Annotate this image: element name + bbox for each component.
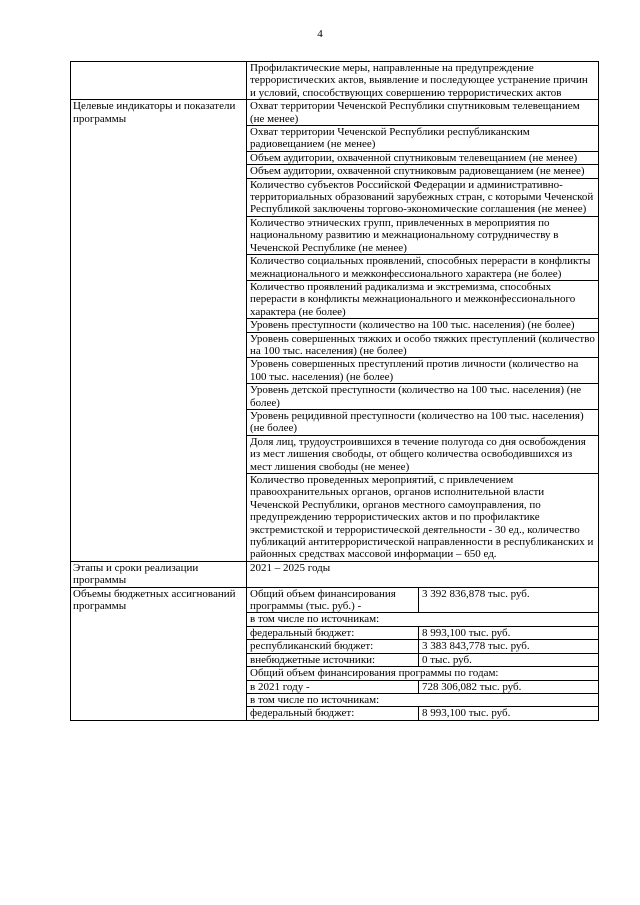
financing-row (247, 680, 598, 693)
financing-amount: 0 тыс. руб. (419, 653, 599, 666)
financing-row (247, 693, 598, 706)
budget-label: Объемы бюджетных ассигнований программы (71, 587, 247, 720)
financing-row (247, 588, 598, 613)
indicator-item: Доля лиц, трудоустроившихся в течение полугода со дня освобождения из мест лишения свободы, от общего количества освободившихся из мест лишения свободы (не менее) (247, 436, 598, 474)
financing-row (247, 640, 598, 653)
budget-content (247, 587, 599, 720)
financing-amount: 3 383 843,778 тыс. руб. (419, 640, 599, 653)
table-row (71, 100, 599, 562)
financing-heading: Общий объем финансирования программы по годам: (247, 667, 598, 680)
financing-heading: в том числе по источникам: (247, 613, 598, 626)
row-label: Этапы и сроки реализации программы (71, 561, 247, 587)
financing-heading: в том числе по источникам: (247, 693, 598, 706)
row-content (247, 100, 599, 562)
table-row (71, 62, 599, 100)
indicator-item: Количество социальных проявлений, способных перерасти в конфликты межнационального и межконфессионального характера (не более) (247, 255, 598, 281)
indicator-item: Объем аудитории, охваченной спутниковым радиовещанием (не менее) (247, 165, 598, 178)
indicator-item: Количество проведенных мероприятий, с привлечением правоохранительных органов, органов исполнительной власти Чеченской Республики, органов местного самоуправления, по предупреждению террористических актов и по профилактике экстремистской и террористической деятельности - 30 ед., количество публикаций антитеррористической направленности в республиканских и районных средствах массовой информации – 650 ед. (250, 474, 594, 561)
financing-amount: 8 993,100 тыс. руб. (419, 626, 599, 639)
financing-amount: 3 392 836,878 тыс. руб. (419, 588, 599, 613)
row-label: Целевые индикаторы и показатели программы (71, 100, 247, 562)
indicator-item: 2021 – 2025 годы (250, 561, 331, 574)
financing-source: федеральный бюджет: (247, 626, 419, 639)
financing-source: внебюджетные источники: (247, 653, 419, 666)
financing-source: Общий объем финансирования программы (тыс. руб.) - (247, 588, 419, 613)
financing-amount: 8 993,100 тыс. руб. (422, 707, 511, 720)
indicator-item: Охват территории Чеченской Республики спутниковым телевещанием (не менее) (247, 100, 598, 126)
financing-table (247, 588, 598, 720)
indicator-item: Профилактические меры, направленные на предупреждение террористических актов, выявление и последующее устранение причин и условий, способствующих совершению террористических актов (250, 62, 588, 99)
indicator-item: Уровень совершенных преступлений против личности (количество на 100 тыс. населения) (не более) (247, 358, 598, 384)
indicator-item: Количество проявлений радикализма и экстремизма, способных перерасти в конфликты межнационального и межконфессионального характера (не более) (247, 281, 598, 319)
table-row-budget (71, 587, 599, 720)
row-content (247, 561, 599, 587)
program-passport-table (70, 61, 599, 721)
financing-source: в 2021 году - (247, 680, 419, 693)
indicator-item: Охват территории Чеченской Республики республиканским радиовещанием (не менее) (247, 126, 598, 152)
indicator-item: Уровень совершенных тяжких и особо тяжких преступлений (количество на 100 тыс. населения) (не более) (247, 333, 598, 359)
financing-row (247, 653, 598, 666)
indicator-item: Объем аудитории, охваченной спутниковым телевещанием (не менее) (247, 152, 598, 165)
table-row (71, 561, 599, 587)
financing-row (247, 667, 598, 680)
financing-amount: 728 306,082 тыс. руб. (419, 680, 599, 693)
indicator-item: Количество этнических групп, привлеченных в мероприятия по национальному развитию и межнациональному сотрудничеству в Чеченской Республике (не менее) (247, 217, 598, 255)
financing-row (247, 613, 598, 626)
indicator-item: Количество субъектов Российской Федерации и административно-территориальных образований зарубежных стран, с которыми Чеченской Республикой заключены торгово-экономические соглашения (не менее) (247, 179, 598, 217)
financing-source: республиканский бюджет: (247, 640, 419, 653)
financing-source: федеральный бюджет: (247, 707, 419, 720)
row-content (247, 62, 599, 100)
page-number: 4 (317, 28, 323, 40)
financing-row (247, 707, 598, 720)
indicator-item: Уровень преступности (количество на 100 тыс. населения) (не более) (247, 319, 598, 332)
financing-row (247, 626, 598, 639)
row-label (71, 62, 247, 100)
indicator-item: Уровень детской преступности (количество на 100 тыс. населения) (не более) (247, 384, 598, 410)
indicator-item: Уровень рецидивной преступности (количество на 100 тыс. населения) (не более) (247, 410, 598, 436)
